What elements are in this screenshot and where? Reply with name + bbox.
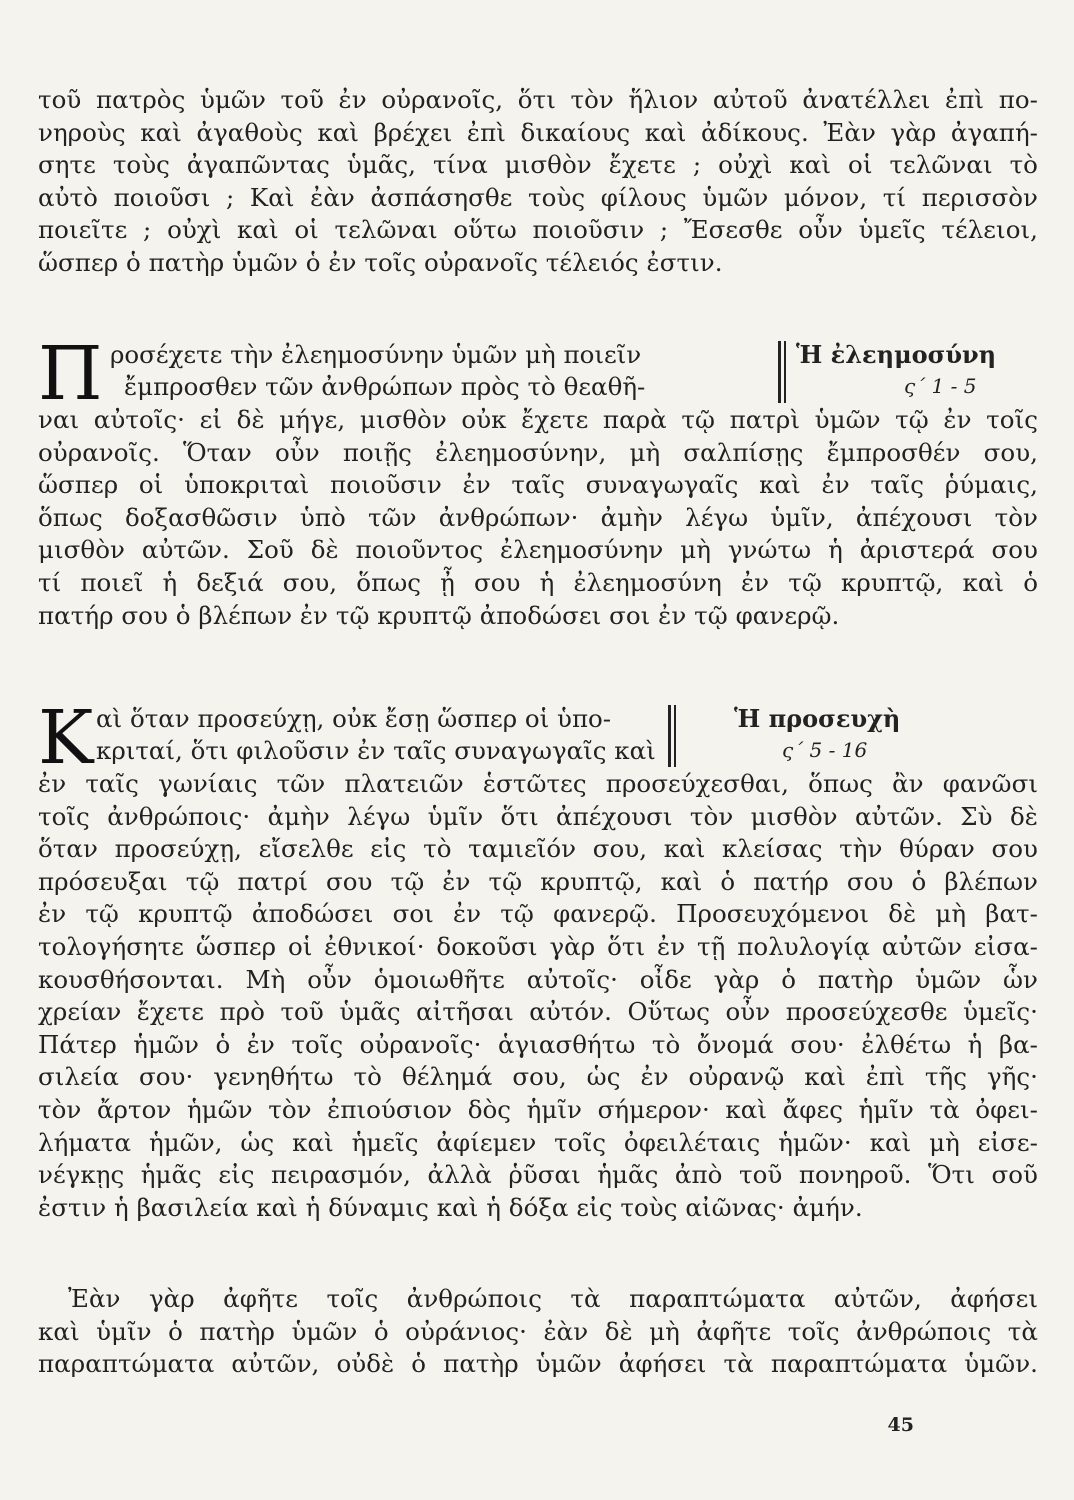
verse-reference: ς΄ 5 - 16: [782, 738, 868, 762]
text-line: τοῖς ἀνθρώποις· ἀμὴν λέγω ὑμῖν ὅτι ἀπέχουσι τὸν μισθὸν αὐτῶν. Σὺ δὲ: [38, 801, 1038, 831]
section-heading-box: [664, 703, 1034, 768]
text-line: σιλεία σου· γενηθήτω τὸ θέλημά σου, ὡς ἐν οὐρανῷ καὶ ἐπὶ τῆς γῆς·: [38, 1062, 1038, 1092]
section-heading: Ἡ προσευχὴ: [734, 704, 901, 733]
text-line: κουσθήσονται. Μὴ οὖν ὁμοιωθῆτε αὐτοῖς· οἶδε γὰρ ὁ πατὴρ ὑμῶν ὧν: [38, 964, 1038, 994]
section-opening: [38, 331, 1038, 417]
section-almsgiving: [38, 331, 1038, 632]
heading-rule: [778, 341, 781, 403]
text-line: τοῦ πατρὸς ὑμῶν τοῦ ἐν οὐρανοῖς, ὅτι τὸν ἥλιον αὐτοῦ ἀνατέλλει ἐπὶ πο-: [38, 85, 1038, 114]
heading-rule: [674, 705, 676, 767]
text-line: αὶ ὅταν προσεύχῃ, οὐκ ἔσῃ ὥσπερ οἱ ὑπο-: [96, 704, 612, 733]
text-line: σητε τοὺς ἀγαπῶντας ὑμᾶς, τίνα μισθὸν ἔχετε ; οὐχὶ καὶ οἱ τελῶναι τὸ: [38, 150, 1038, 180]
text-line: Πάτερ ἡμῶν ὁ ἐν τοῖς οὐρανοῖς· ἁγιασθήτω τὸ ὄνομά σου· ἐλθέτω ἡ βα-: [38, 1029, 1038, 1059]
text-line: τί ποιεῖ ἡ δεξιά σου, ὅπως ᾖ σου ἡ ἐλεημοσύνη ἐν τῷ κρυπτῷ, καὶ ὁ: [38, 567, 1038, 597]
text-line: ποιεῖτε ; οὐχὶ καὶ οἱ τελῶναι οὕτω ποιοῦσιν ; Ἔσεσθε οὖν ὑμεῖς τέλειοι,: [38, 215, 1038, 245]
text-line: χρείαν ἔχετε πρὸ τοῦ ὑμᾶς αἰτῆσαι αὐτόν. Οὕτως οὖν προσεύχεσθε ὑμεῖς·: [38, 997, 1038, 1027]
text-line: ναι αὐτοῖς· εἰ δὲ μήγε, μισθὸν οὐκ ἔχετε παρὰ τῷ πατρὶ ὑμῶν τῷ ἐν τοῖς: [38, 405, 1038, 434]
text-line: ὥσπερ οἱ ὑποκριταὶ ποιοῦσιν ἐν ταῖς συναγωγαῖς καὶ ἐν ταῖς ῥύμαις,: [38, 470, 1038, 500]
heading-rule: [784, 341, 786, 403]
text-line: κριταί, ὅτι φιλοῦσιν ἐν ταῖς συναγωγαῖς καὶ: [96, 736, 656, 765]
section-prayer: [38, 695, 1038, 1224]
text-line: οὐρανοῖς. Ὅταν οὖν ποιῇς ἐλεημοσύνην, μὴ σαλπίσῃς ἔμπροσθέν σου,: [38, 437, 1038, 467]
text-line: ροσέχετε τὴν ἐλεημοσύνην ὑμῶν μὴ ποιεῖν: [110, 340, 642, 369]
text-line: νέγκῃς ἡμᾶς εἰς πειρασμόν, ἀλλὰ ῥῦσαι ἡμᾶς ἀπὸ τοῦ πονηροῦ. Ὅτι σοῦ: [38, 1160, 1038, 1190]
text-line: καὶ ὑμῖν ὁ πατὴρ ὑμῶν ὁ οὐράνιος· ἐὰν δὲ μὴ ἀφῆτε τοῖς ἀνθρώποις τὰ: [38, 1316, 1038, 1346]
verse-reference: ς΄ 1 - 5: [904, 374, 977, 398]
text-line: ὥσπερ ὁ πατὴρ ὑμῶν ὁ ἐν τοῖς οὐρανοῖς τέλειός ἐστιν.: [38, 247, 723, 277]
section-heading-box: [774, 339, 1034, 404]
drop-cap: Π: [38, 331, 103, 417]
text-line: πατήρ σου ὁ βλέπων ἐν τῷ κρυπτῷ ἀποδώσει σοι ἐν τῷ φανερῷ.: [38, 600, 840, 630]
text-line: τὸν ἄρτον ἡμῶν τὸν ἐπιούσιον δὸς ἡμῖν σήμερον· καὶ ἄφες ἡμῖν τὰ ὀφει-: [38, 1094, 1038, 1124]
drop-cap: Κ: [38, 695, 94, 781]
text-line: ὅταν προσεύχῃ, εἴσελθε εἰς τὸ ταμιεῖόν σου, καὶ κλείσας τὴν θύραν σου: [38, 834, 1038, 864]
paragraph-forgiveness: [38, 1283, 1038, 1381]
text-line: ἐστιν ἡ βασιλεία καὶ ἡ δύναμις καὶ ἡ δόξα εἰς τοὺς αἰῶνας· ἀμήν.: [38, 1192, 863, 1222]
paragraph-continuation: [38, 84, 1038, 280]
text-line: Ἐὰν γὰρ ἀφῆτε τοῖς ἀνθρώποις τὰ παραπτώματα αὐτῶν, ἀφήσει: [68, 1284, 1038, 1313]
text-line: ἐν τῷ κρυπτῷ ἀποδώσει σοι ἐν τῷ φανερῷ. Προσευχόμενοι δὲ μὴ βατ-: [38, 899, 1038, 929]
text-line: ὅπως δοξασθῶσιν ὑπὸ τῶν ἀνθρώπων· ἀμὴν λέγω ὑμῖν, ἀπέχουσι τὸν: [38, 502, 1038, 532]
section-opening: [38, 695, 1038, 781]
text-line: ἐν ταῖς γωνίαις τῶν πλατειῶν ἑστῶτες προσεύχεσθαι, ὅπως ἂν φανῶσι: [38, 769, 1038, 798]
section-heading: Ἡ ἐλεημοσύνη: [796, 340, 997, 369]
text-line: αὐτὸ ποιοῦσι ; Καὶ ἐὰν ἀσπάσησθε τοὺς φίλους ὑμῶν μόνον, τί περισσὸν: [38, 182, 1038, 212]
text-line: λήματα ἡμῶν, ὡς καὶ ἡμεῖς ἀφίεμεν τοῖς ὀφειλέταις ἡμῶν· καὶ μὴ εἰσε-: [38, 1127, 1038, 1157]
page-number: 45: [887, 1414, 914, 1436]
text-line: τολογήσητε ὥσπερ οἱ ἐθνικοί· δοκοῦσι γὰρ ὅτι ἐν τῇ πολυλογίᾳ αὐτῶν εἰσα-: [38, 931, 1038, 961]
text-line: πρόσευξαι τῷ πατρί σου τῷ ἐν τῷ κρυπτῷ, καὶ ὁ πατήρ σου ὁ βλέπων: [38, 866, 1038, 896]
heading-rule: [668, 705, 671, 767]
text-line: νηροὺς καὶ ἀγαθοὺς καὶ βρέχει ἐπὶ δικαίους καὶ ἀδίκους. Ἐὰν γὰρ ἀγαπή-: [38, 117, 1038, 147]
text-line: ἔμπροσθεν τῶν ἀνθρώπων πρὸς τὸ θεαθῆ-: [124, 372, 646, 401]
text-line: παραπτώματα αὐτῶν, οὐδὲ ὁ πατὴρ ὑμῶν ἀφήσει τὰ παραπτώματα ὑμῶν.: [38, 1349, 1038, 1379]
text-line: μισθὸν αὐτῶν. Σοῦ δὲ ποιοῦντος ἐλεημοσύνην μὴ γνώτω ἡ ἀριστερά σου: [38, 535, 1038, 565]
